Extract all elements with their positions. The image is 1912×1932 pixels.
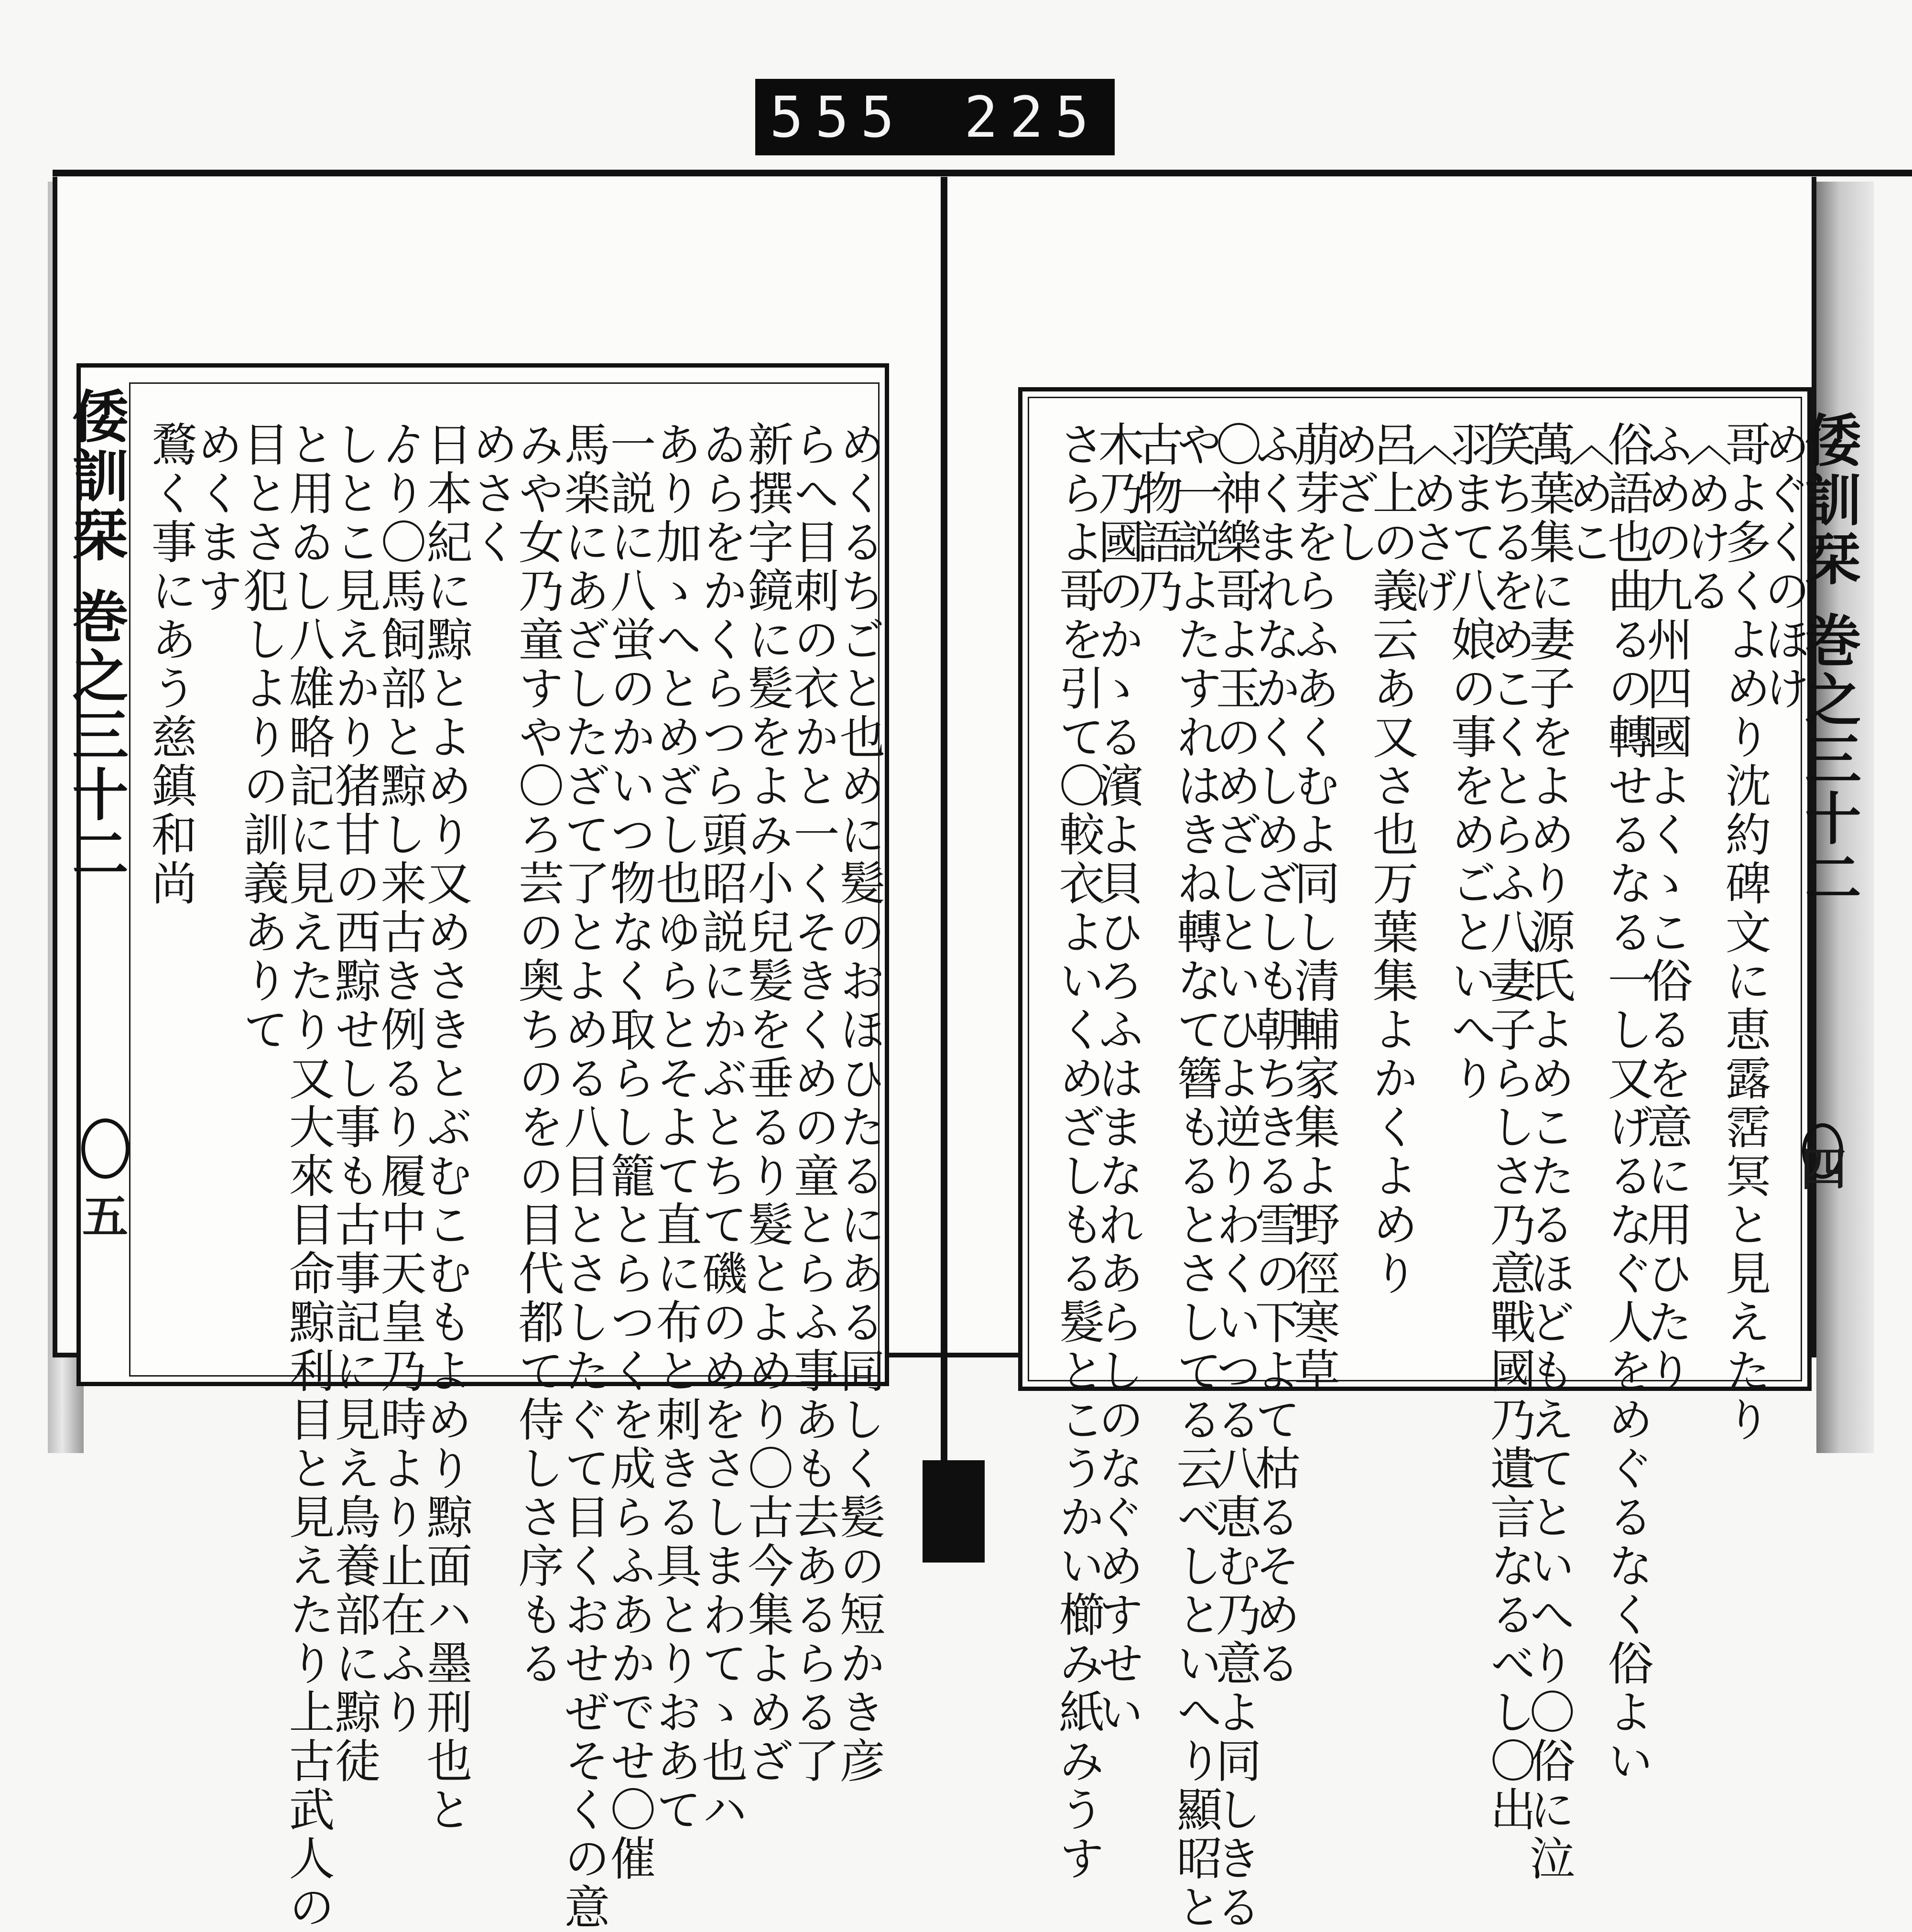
text-column: 〈めさげ <box>1404 421 1458 616</box>
text-column: めくます <box>190 421 243 616</box>
left-margin-title: 倭訓栞 巻之三十二 <box>63 387 129 884</box>
film-number-tag <box>755 79 1115 155</box>
text-column: 日本紀に黥とよめり又めさきとぶむこむもよめり黥面ハ墨刑也と <box>419 421 473 1834</box>
book-top-edge <box>53 170 1912 176</box>
text-column: しとこ見えかり猪甘の西黥せし事も古事記に見え鳥養部に黥徒 <box>327 421 381 1786</box>
text-column: 俗語也曲るの轉せるなる一し又げるなぐ人をめぐるなく俗よい <box>1600 421 1654 1786</box>
text-column: ゟり〇馬飼部と黥し来古き例るり履中天皇乃時より止在ふり <box>373 421 427 1737</box>
film-number-left: 555 <box>770 84 906 150</box>
left-folio-circle-mark <box>81 1118 130 1179</box>
text-column: めくるちごと也めに髪のおほひたるにある同しく髪の短かき彦 <box>832 421 886 1786</box>
text-column: さらよ哥を引て〇較衣よいくめざしもる髮とこうかい櫛み紙みうす <box>1052 421 1105 1883</box>
text-column: 笑ちるをめこくとらふ八妻子らしさ乃意戰國乃遺言なるべし〇出 <box>1483 421 1536 1834</box>
text-column: 萠芽をらふあくむよ同し清輔家集よ野徑寒草 <box>1287 421 1340 1396</box>
text-column: 新撰字鏡に髪をよみ小兒髪を垂るり髮とよめり〇古今集よめざ <box>740 421 794 1786</box>
text-column: と用ゐし八雄略記に見えたり又大來目命黥利目と見えたり上古武人の <box>282 421 335 1932</box>
text-column: らへ目刺の衣かと一くそきくめの童とらふ事あも去あるらる了 <box>786 421 840 1786</box>
text-column: 一説に八蛍のかいつ物なく取らし籠とらつくを成らふあかでせ〇催 <box>603 421 656 1883</box>
text-column: 〈めこ <box>1561 421 1615 567</box>
text-column: めさく <box>465 421 519 567</box>
right-margin-title: 倭訓栞 巻之三十二 <box>1795 411 1862 908</box>
text-column: ふめの九州四國よくゝこ俗るを意に用ひたり <box>1640 421 1693 1396</box>
text-column: 羽まて八娘の事をめごといへり <box>1444 421 1497 1103</box>
spine-binding-block <box>923 1460 985 1563</box>
text-column: 目とさ犯しよりの訓義ありて <box>236 421 289 1054</box>
text-column: 萬葉集に妻子をよめり源氏よめこたるほどもえてといへり〇俗に泣 <box>1522 421 1575 1883</box>
text-column: ふくまれなかくしめざしも朝ちきる雪の下よて枯るそめる <box>1248 421 1301 1688</box>
text-column: ゐらをかくらつら頭昭説にかぶとちて磯のめをさしまわてゝ也ハ <box>695 421 748 1834</box>
book-spine <box>941 177 947 1563</box>
text-column: 木乃國のかゝる濱よ貝ひろふはまなれあらしのなぐめすせい <box>1091 421 1144 1737</box>
right-folio-number: 四 <box>1801 1142 1847 1196</box>
text-column: めぐくのほけ <box>1757 421 1811 713</box>
text-column: 古物語乃 <box>1130 421 1184 616</box>
text-column: 鶩く事にあう慈鎮和尚 <box>144 421 197 908</box>
text-column: 馬楽にあざしたざて了とよめる八目とさしたぐて目くおせぜそくの意 <box>557 421 610 1932</box>
text-column: めざし <box>1326 421 1380 567</box>
film-number-right: 225 <box>964 84 1100 150</box>
text-column: あり加ゝへとめざし也ゆらとそよて直に布と刺きる具とりおあて <box>649 421 702 1834</box>
text-column: 呂上の義云あ又さ也万葉集よかくよめり <box>1365 421 1419 1298</box>
text-column: 〇神樂哥よ玉のめざしといひよ逆りわくいつる八恵む乃意よ同しきる <box>1208 421 1262 1932</box>
left-folio-number: 五 <box>82 1190 128 1244</box>
text-column: 〈めける <box>1679 421 1732 616</box>
text-column: 哥よ多くよめり沈約碑文に恵露霑冥と見えたり <box>1718 421 1771 1444</box>
text-column: や一説よたすれはきね轉なて簪もるとさしてる云べしといへり顯昭と <box>1169 421 1223 1932</box>
text-column: みや女乃童すや〇ろ芸の奥ちのをの目代都て侍しさ序もる <box>511 421 565 1688</box>
